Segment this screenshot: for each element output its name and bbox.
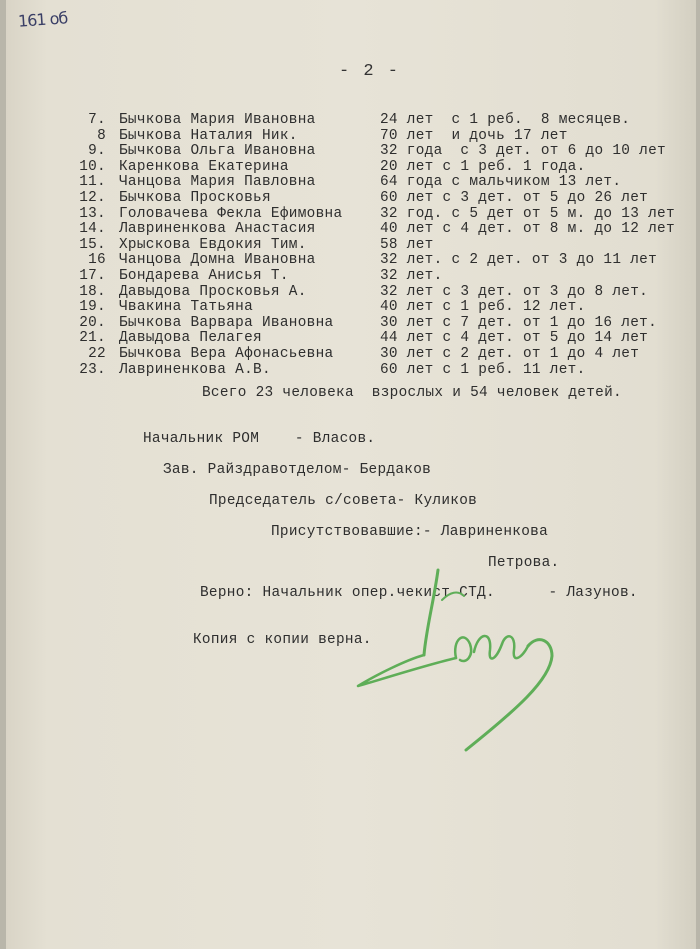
list-item xyxy=(6,252,696,268)
entry-detail: 32 лет с 3 дет. от 3 до 8 лет. xyxy=(380,283,649,300)
entry-name: Бондарева Анисья Т. xyxy=(119,268,289,284)
list-item xyxy=(6,190,696,206)
entry-detail: 20 лет с 1 реб. 1 года. xyxy=(380,158,586,175)
entry-number: 10. xyxy=(79,158,106,175)
entry-name: Хрыскова Евдокия Тим. xyxy=(119,236,307,253)
entry-detail: 44 лет с 4 дет. от 5 до 14 лет xyxy=(380,330,649,347)
entry-number: 12. xyxy=(79,190,106,206)
entry-number: 23. xyxy=(79,361,106,378)
entry-detail: 64 года с мальчиком 13 лет. xyxy=(380,174,622,191)
entry-number: 20. xyxy=(79,314,106,331)
list-item xyxy=(6,128,696,144)
list-item xyxy=(6,362,696,378)
present-line-2: Петрова. xyxy=(488,555,560,571)
list-item xyxy=(6,284,696,300)
entry-detail: 70 лет и дочь 17 лет xyxy=(380,127,568,144)
copy-verified-line: Копия с копии верна. xyxy=(193,632,372,648)
entry-detail: 32 лет. xyxy=(380,268,443,284)
present-line-1: Присутствовавшие:- Лавриненкова xyxy=(271,524,549,540)
entry-detail: 30 лет с 7 дет. от 1 до 16 лет. xyxy=(380,314,658,331)
entry-detail: 60 лет с 3 дет. от 5 до 26 лет xyxy=(380,190,649,206)
page-number: - 2 - xyxy=(339,62,401,81)
entry-name: Бычкова Варвара Ивановна xyxy=(119,314,334,331)
list-item xyxy=(6,315,696,331)
list-item xyxy=(6,330,696,346)
verified-line: Верно: Начальник опер.чекист СТД. - Лазунов. xyxy=(200,585,638,601)
list-item xyxy=(6,237,696,253)
list-item xyxy=(6,112,696,128)
entry-number: 21. xyxy=(79,330,106,347)
list-item xyxy=(6,346,696,362)
entry-number: 19. xyxy=(79,299,106,316)
list-item xyxy=(6,268,696,284)
signatory-health: Зав. Райздравотделом- Бердаков xyxy=(163,462,432,478)
list-item xyxy=(6,221,696,237)
entry-number: 8 xyxy=(97,127,106,144)
document-page xyxy=(6,0,696,949)
entry-number: 7. xyxy=(88,112,106,128)
list-item xyxy=(6,159,696,175)
entry-detail: 40 лет с 1 реб. 12 лет. xyxy=(380,299,586,316)
archive-folio-number: 161 об xyxy=(17,8,68,31)
entry-number: 13. xyxy=(79,205,106,222)
entry-detail: 60 лет с 1 реб. 11 лет. xyxy=(380,361,586,378)
entry-name: Каренкова Екатерина xyxy=(119,158,289,175)
entry-detail: 32 лет. с 2 дет. от 3 до 11 лет xyxy=(380,252,658,269)
list-item xyxy=(6,143,696,159)
entry-number: 11. xyxy=(79,174,106,191)
entry-name: Бычкова Вера Афонасьевна xyxy=(119,346,334,362)
total-line: Всего 23 человека взрослых и 54 человек детей. xyxy=(202,385,622,401)
entry-number: 16 xyxy=(88,252,106,269)
entry-detail: 58 лет xyxy=(380,236,434,253)
entry-detail: 40 лет с 4 дет. от 8 м. до 12 лет xyxy=(380,221,675,238)
entry-detail: 30 лет с 2 дет. от 1 до 4 лет xyxy=(380,346,640,362)
list-item xyxy=(6,174,696,190)
signatory-council: Председатель с/совета- Куликов xyxy=(209,493,478,509)
signatory-rom: Начальник РОМ - Власов. xyxy=(143,431,376,447)
entry-name: Бычкова Просковья xyxy=(119,190,271,206)
entry-name: Головачева Фекла Ефимовна xyxy=(119,205,343,222)
entry-name: Лавриненкова А.В. xyxy=(119,361,271,378)
entry-detail: 24 лет с 1 реб. 8 месяцев. xyxy=(380,112,631,128)
list-item xyxy=(6,206,696,222)
entry-name: Давыдова Пелагея xyxy=(119,330,262,347)
entry-detail: 32 года с 3 дет. от 6 до 10 лет xyxy=(380,143,666,160)
entry-number: 22 xyxy=(88,346,106,362)
handwritten-signature xyxy=(346,560,576,760)
entry-name: Бычкова Мария Ивановна xyxy=(119,112,316,128)
entry-name: Бычкова Наталия Ник. xyxy=(119,127,298,144)
entry-number: 9. xyxy=(88,143,106,160)
entry-name: Бычкова Ольга Ивановна xyxy=(119,143,316,160)
entry-name: Чанцова Мария Павловна xyxy=(119,174,316,191)
entry-number: 14. xyxy=(79,221,106,238)
entry-number: 15. xyxy=(79,236,106,253)
entry-number: 18. xyxy=(79,283,106,300)
entry-name: Чанцова Домна Ивановна xyxy=(119,252,316,269)
entry-name: Лавриненкова Анастасия xyxy=(119,221,316,238)
entry-number: 17. xyxy=(79,268,106,284)
list-item xyxy=(6,299,696,315)
entry-name: Чвакина Татьяна xyxy=(119,299,254,316)
entry-detail: 32 год. с 5 дет от 5 м. до 13 лет xyxy=(380,205,675,222)
entry-name: Давыдова Просковья А. xyxy=(119,283,307,300)
